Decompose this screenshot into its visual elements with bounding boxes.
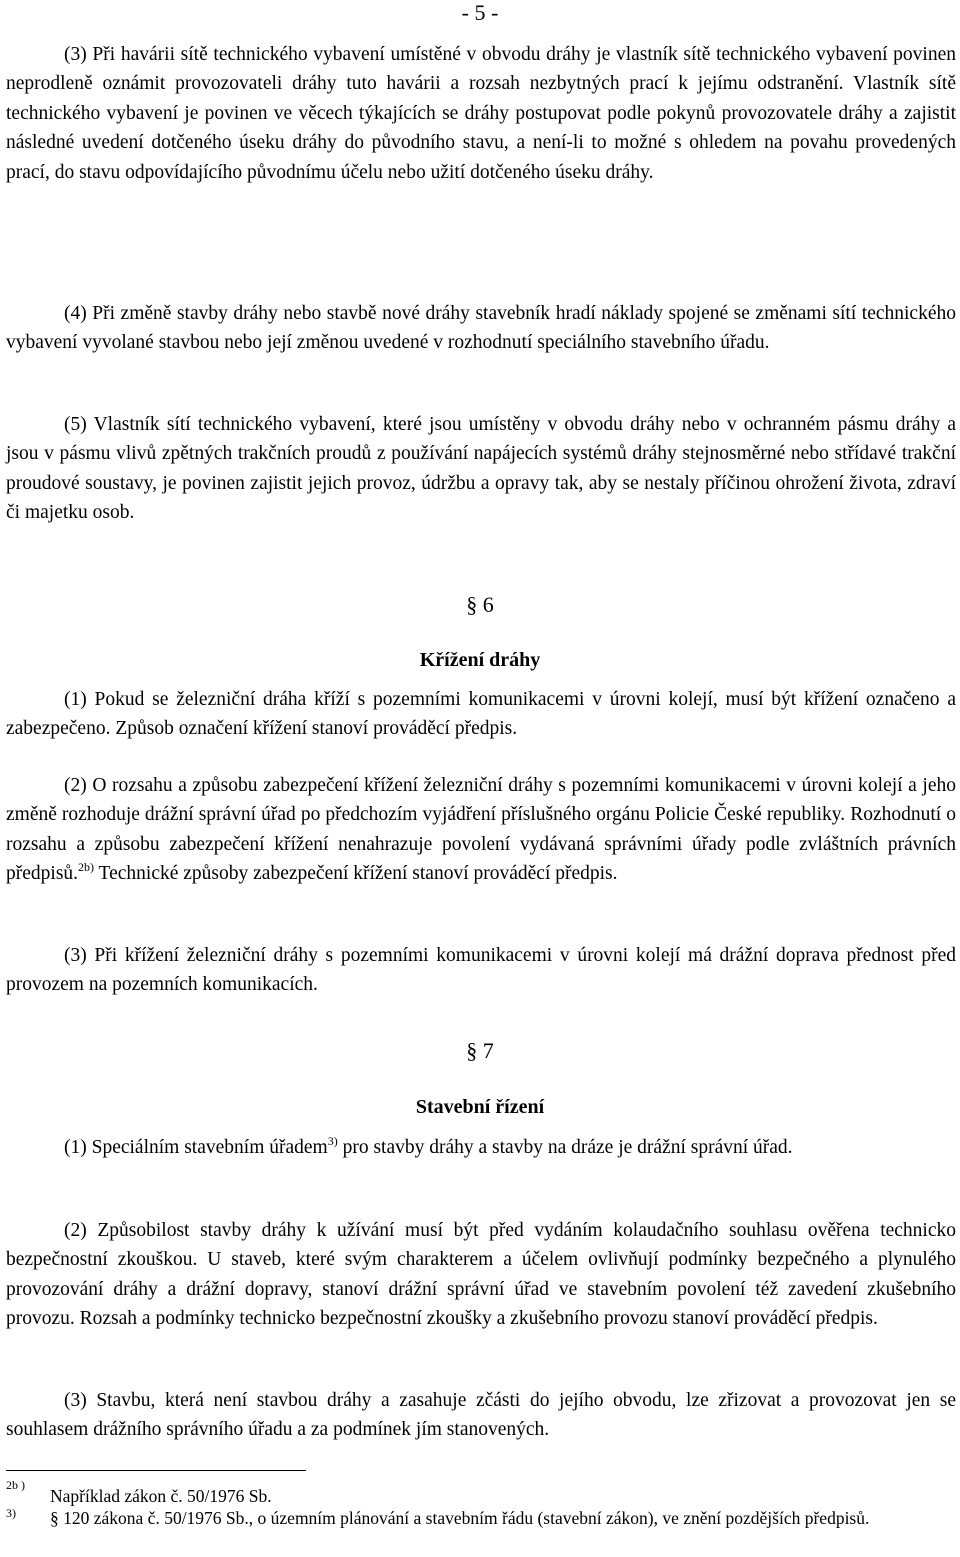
footnote-text-3: § 120 zákona č. 50/1976 Sb., o územním plánování a stavebním řádu (stavební zákon), ve znění pozdějších předpisů. bbox=[50, 1508, 870, 1528]
section-7-paragraph-1-text-end: pro stavby dráhy a stavby na dráze je drážní správní úřad. bbox=[337, 1137, 793, 1158]
section-6-paragraph-2-text: (2) O rozsahu a způsobu zabezpečení křížení železniční dráhy s pozemními komunikacemi v úrovni kolejí a jeho změně rozhoduje drážní správní úřad po předchozím vyjádření příslušného orgánu Policie České republiky. Rozhodnutí o rozsahu a způsobu zabezpečení křížení nenahrazuje povolení vydávaná správními úřady podle zvláštních právních předpisů. bbox=[6, 775, 956, 885]
section-6-paragraph-2 bbox=[6, 771, 956, 889]
section-6-title: Křížení dráhy bbox=[419, 649, 541, 671]
footnote-ref-3: 3) bbox=[327, 1134, 338, 1148]
section-7-title: Stavební řízení bbox=[415, 1096, 545, 1118]
footnote-text-2b: Například zákon č. 50/1976 Sb. bbox=[50, 1486, 272, 1506]
section-7-paragraph-3: (3) Stavbu, která není stavbou dráhy a zasahuje zčásti do jejího obvodu, lze zřizovat a provozovat jen se souhlasem drážního správního úřadu a za podmínek jím stanovených. bbox=[6, 1390, 956, 1441]
section-7-paragraph-1-text: (1) Speciálním stavebním úřadem bbox=[64, 1137, 328, 1158]
section-7-sign: § 7 bbox=[466, 1038, 494, 1063]
paragraph-4-zmena-stavby: (4) Při změně stavby dráhy nebo stavbě nové dráhy stavebník hradí náklady spojené se změnami sítí technického vybavení vyvolané stavbou nebo její změnou uvedené v rozhodnutí speciálního stavebního úřadu. bbox=[6, 303, 956, 354]
section-7-paragraph-1 bbox=[6, 1133, 956, 1162]
footnote-ref-2b: 2b) bbox=[78, 860, 95, 875]
page-number: - 5 - bbox=[461, 0, 499, 25]
paragraph-5-vlastnik-siti: (5) Vlastník sítí technického vybavení, které jsou umístěny v obvodu dráhy nebo v ochranném pásmu dráhy a jsou v pásmu vlivů zpětných trakčních proudů z používání napájecích systémů dráhy stejnosměrné nebo střídavé trakční proudové soustavy, je povinen zajistit jejich provoz, údržbu a opravy tak, aby se nestaly příčinou ohrožení života, zdraví či majetku osob. bbox=[6, 414, 956, 524]
paragraph-3-havarie: (3) Při havárii sítě technického vybavení umístěné v obvodu dráhy je vlastník sítě technického vybavení povinen neprodleně oznámit provozovateli dráhy tuto havárii a rozsah nezbytných prací k jejímu odstranění. Vlastník sítě technického vybavení je povinen ve věcech týkajících se dráhy postupovat podle pokynů provozovatele dráhy a zajistit následné uvedení dotčeného úseku dráhy do původního stavu, a není-li to možné s ohledem na povahu provedených prací, do stavu odpovídajícího původnímu účelu nebo užití dotčeného úseku dráhy. bbox=[6, 44, 956, 183]
footnote-mark-2b: 2b ) bbox=[6, 1478, 25, 1492]
section-7-paragraph-2: (2) Způsobilost stavby dráhy k užívání musí být před vydáním kolaudačního souhlasu ověřena technicko bezpečnostní zkouškou. U staveb, které svým charakterem a účelem ovlivňují podmínky bezpečného a plynulého provozování dráhy a drážní dopravy, stanoví drážní správní úřad ve stavebním povolení též zavedení zkušebního provozu. Rozsah a podmínky technicko bezpečnostní zkoušky a zkušebního provozu stanoví prováděcí předpis. bbox=[6, 1220, 956, 1330]
section-6-paragraph-3: (3) Při křížení železniční dráhy s pozemními komunikacemi v úrovni kolejí má drážní doprava přednost před provozem na pozemních komunikacích. bbox=[6, 945, 956, 996]
footnote-separator bbox=[6, 1470, 306, 1471]
section-6-sign: § 6 bbox=[466, 592, 494, 617]
footnote-mark-3: 3) bbox=[6, 1506, 16, 1520]
section-6-paragraph-2-text-end: Technické způsoby zabezpečení křížení stanoví prováděcí předpis. bbox=[94, 863, 618, 885]
section-6-paragraph-1: (1) Pokud se železniční dráha kříží s pozemními komunikacemi v úrovni kolejí, musí být křížení označeno a zabezpečeno. Způsob označení křížení stanoví prováděcí předpis. bbox=[6, 689, 956, 740]
